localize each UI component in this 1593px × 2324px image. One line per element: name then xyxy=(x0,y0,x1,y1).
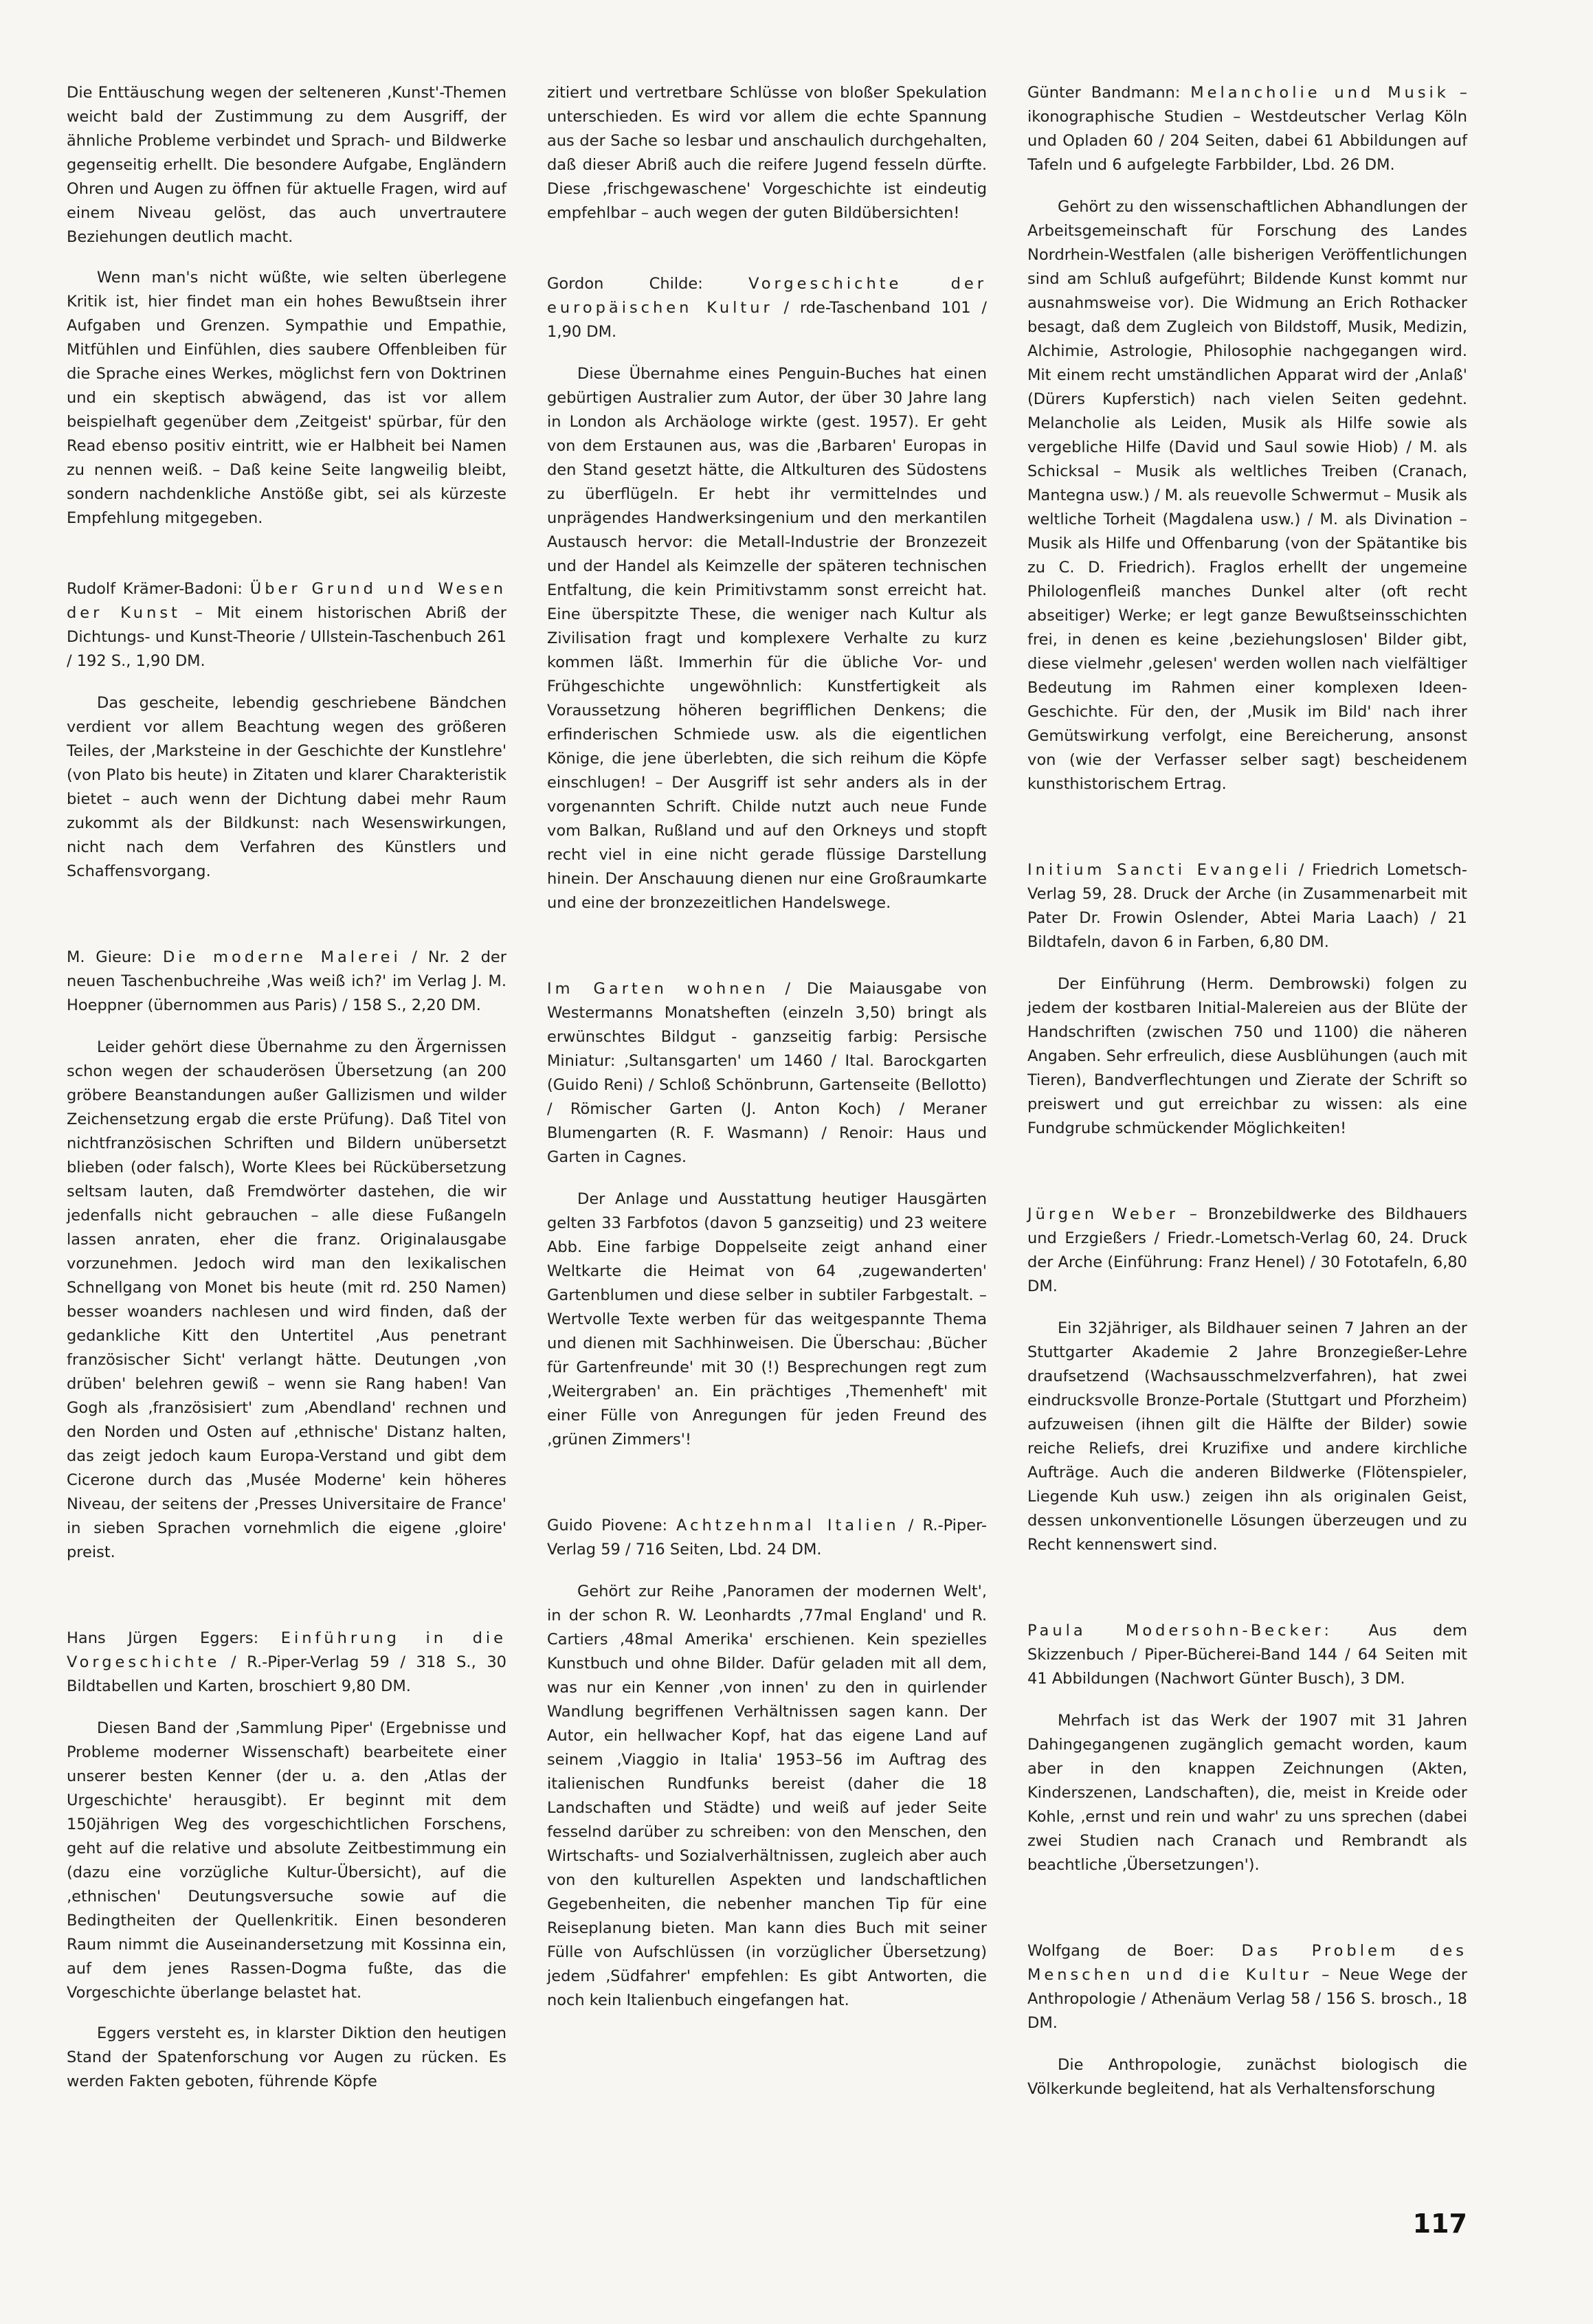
review-author: Günter Bandmann: xyxy=(1027,84,1181,102)
review-details: – ikonographische Studien – Westdeutscher Verlag Köln und Opladen 60 / 204 Seiten, dabei 61 Abbildungen auf Tafeln und 6 aufgelegte Farbbilder, Lbd. 26 DM. xyxy=(1027,84,1467,174)
review-title: Über Grund und Wesen der Kunst xyxy=(67,580,506,622)
review-kraemer-badoni xyxy=(67,577,506,884)
review-heading xyxy=(547,977,987,1170)
review-details: / R.-Piper-Verlag 59 / 318 S., 30 Bildtabellen und Karten, broschiert 9,80 DM. xyxy=(67,1653,506,1695)
review-title: Im Garten wohnen xyxy=(547,980,769,998)
review-details: / R.-Piper-Verlag 59 / 716 Seiten, Lbd. 24 DM. xyxy=(547,1517,987,1558)
paragraph: Der Anlage und Ausstattung heutiger Hausgärten gelten 33 Farbfotos (davon 5 ganzseitig) und 23 weitere Abb. Eine farbige Doppelseite zeigt anhand einer Weltkarte die Heimat von 64 ‚zugewanderten' Gartenblumen und diese selber in subtiler Farbgestalt. – Wertvolle Texte werben für das weitgespannte Thema und dienen mit Sachhinweisen. Die Überschau: ‚Bücher für Gartenfreunde' mit 30 (!) Besprechungen regt zum ‚Weitergraben' an. Ein prächtiges ‚Themenheft' mit einer Fülle von Anregungen für jeden Freund des ‚grünen Zimmers'! xyxy=(547,1190,987,1449)
review-title: Vorgeschichte der europäischen Kultur xyxy=(547,275,988,317)
paragraph: Ein 32jähriger, als Bildhauer seinen 7 Jahren an der Stuttgarter Akademie 2 Jahre Bronzegießer-Lehre draufsetzend (Wachsausschmelzverfahren), hat zwei eindrucksvolle Bronze-Portale (Stuttgart und Pforzheim) aufzuweisen (ihnen gilt die Hälfte der Bilder) sowie reiche Reliefs, drei Kruzifixe und andere kirchliche Aufträge. Auch die anderen Bildwerke (Flötenspieler, Liegende Kuh usw.) zeigen ihn als originalen Geist, dessen unkonventionelle Lösungen überzeugen und zu Recht kennenswert sind. xyxy=(1027,1319,1467,1554)
review-title: Melancholie und Musik xyxy=(1190,84,1449,102)
paragraph: zitiert und vertretbare Schlüsse von bloßer Spekulation unterschieden. Es wird vor allem die echte Spannung aus der Sache so lesbar und anschaulich durchgehalten, daß dieser Abriß auch die reifere Jugend fesseln dürfte. Diese ‚frischgewaschene' Vorgeschichte ist eindeutig empfehlbar – auch wegen der guten Bildübersichten! xyxy=(547,84,987,222)
review-heading xyxy=(1027,858,1467,954)
review-heading xyxy=(67,946,506,1018)
review-title: Jürgen Weber xyxy=(1027,1205,1179,1223)
paragraph: Das gescheite, lebendig geschriebene Bändchen verdient vor allem Beachtung wegen des größeren Teiles, der ‚Marksteine in der Geschichte der Kunstlehre' (von Plato bis heute) in Zitaten und klarer Charakteristik bietet – auch wenn der Dichtung dabei mehr Raum zukommt als der Bildkunst: nach Wesenswirkungen, nicht nach dem Verfahren des Künstlers und Schaffensvorgang. xyxy=(67,694,506,880)
review-continuation xyxy=(547,81,987,225)
review-gieure xyxy=(67,946,506,1565)
review-author: Gordon Childe: xyxy=(547,275,703,293)
paragraph: Wenn man's nicht wüßte, wie selten überlegene Kritik ist, hier findet man ein hohes Bewußtsein ihrer Aufgaben und Grenzen. Sympathie und Empathie, Mitfühlen und Einfühlen, dies saubere Offenbleiben für die Sprache eines Werkes, möglichst fern von Doktrinen und ein skeptisch abwägend, das ist vor allem beispielhaft gegenüber dem ‚Zeitgeist' spürbar, für den Read ebenso positiv eintritt, wie er Halbheit bei Namen zu nennen weiß. – Daß keine Seite langweilig bleibt, sondern nachdenkliche Anstöße gibt, sei als kürzeste Empfehlung mitgegeben. xyxy=(67,269,506,527)
review-modersohn-becker xyxy=(1027,1619,1467,1877)
review-title: Initium Sancti Evangeli xyxy=(1027,861,1291,879)
review-heading xyxy=(67,1627,506,1699)
page-number: 117 xyxy=(1412,2209,1467,2239)
review-author: Wolfgang de Boer: xyxy=(1027,1942,1214,1960)
review-details: – Bronzebildwerke des Bildhauers und Erzgießers / Friedr.-Lometsch-Verlag 60, 24. Druck der Arche (Einführung: Franz Henel) / 30 Fototafeln, 6,80 DM. xyxy=(1027,1205,1468,1295)
review-details: – Mit einem historischen Abriß der Dichtungs- und Kunst-Theorie / Ullstein-Taschenbuch 261 / 192 S., 1,90 DM. xyxy=(67,604,506,670)
review-de-boer xyxy=(1027,1939,1467,2101)
review-initium xyxy=(1027,858,1467,1141)
review-author: Guido Piovene: xyxy=(547,1517,668,1534)
review-heading xyxy=(547,1514,987,1562)
review-details: / Friedrich Lometsch-Verlag 59, 28. Druck der Arche (in Zusammenarbeit mit Pater Dr. Frowin Oslender, Abtei Maria Laach) / 21 Bildtafeln, davon 6 in Farben, 6,80 DM. xyxy=(1027,861,1467,951)
review-title: Paula Modersohn-Becker: xyxy=(1027,1622,1333,1640)
review-heading xyxy=(1027,1939,1467,2035)
paragraph: Mehrfach ist das Werk der 1907 mit 31 Jahren Dahingegangenen zugänglich gemacht worden, kaum aber in den knappen Zeichnungen (Akten, Kinderszenen, Landschaften), die, meist in Kreide oder Kohle, ‚ernst und rein und wahr' zu uns sprechen (dabei zwei Studien nach Cranach und Rembrandt als beachtliche ‚Übersetzungen'). xyxy=(1027,1712,1467,1874)
review-heading xyxy=(1027,81,1467,177)
review-piovene xyxy=(547,1514,987,2013)
review-weber xyxy=(1027,1203,1467,1557)
review-continuation xyxy=(67,81,506,530)
review-details: Aus dem Skizzenbuch / Piper-Bücherei-Band 144 / 64 Seiten mit 41 Abbildungen (Nachwort Günter Busch), 3 DM. xyxy=(1027,1622,1467,1688)
paragraph: Gehört zur Reihe ‚Panoramen der modernen Welt', in der schon R. W. Leonhardts ‚77mal England' und R. Cartiers ‚48mal Amerika' erschienen. Kein spezielles Kunstbuch und ohne Bilder. Dafür geladen mit all dem, was nur ein Kenner ‚von innen' zu den in quirlender Wandlung begriffenen Verhältnissen sagen kann. Der Autor, ein hellwacher Kopf, hat das eigene Land auf seinem ‚Viaggio in Italia' 1953–56 im Auftrag des italienischen Rundfunks bereist (daher die 18 Landschaften und Städte) und weiß auf jeder Seite fesselnd darüber zu schreiben: von den Menschen, den Wirtschafts- und Sozialverhältnissen, zugleich aber auch von den kulturellen Aspekten und landschaftlichen Gegebenheiten, die nebenher manchen Tip für eine Reiseplanung bieten. Man kann dies Buch mit seiner Fülle von Aufschlüssen (in vorzüglicher Übersetzung) jedem ‚Südfahrer' empfehlen: Es gibt Antworten, die noch kein Italienbuch eingefangen hat. xyxy=(547,1583,987,2009)
text-column-3 xyxy=(1027,81,1467,2163)
review-eggers xyxy=(67,1627,506,2094)
text-column-1 xyxy=(67,81,506,2156)
review-title: Das Problem des Menschen und die Kultur xyxy=(1027,1942,1468,1984)
text-column-2 xyxy=(547,81,987,2075)
review-details: / Die Maiausgabe von Westermanns Monatsheften (einzeln 3,50) bringt als erwünschtes Bildgut - ganzseitig farbig: Persische Miniatur: ‚Sultansgarten' um 1460 / Ital. Barockgarten (Guido Reni) / Schloß Schönbrunn, Gartenseite (Bellotto) / Römischer Garten (J. Anton Koch) / Meraner Blumengarten (R. F. Wasmann) / Renoir: Haus und Garten in Cagnes. xyxy=(547,980,987,1166)
paragraph: Die Enttäuschung wegen der selteneren ‚Kunst'-Themen weicht bald der Zustimmung zu dem Ausgriff, der ähnliche Probleme verbindet und Sprach- und Bildwerke gegenseitig erhellt. Die besondere Aufgabe, Engländern Ohren und Augen zu öffnen für aktuelle Fragen, wird auf einem Niveau gelöst, das auch unvertrautere Beziehungen deutlich macht. xyxy=(67,84,506,246)
review-title: Die moderne Malerei xyxy=(162,948,401,966)
review-details: – Neue Wege der Anthropologie / Athenäum Verlag 58 / 156 S. brosch., 18 DM. xyxy=(1027,1966,1467,2032)
paragraph: Der Einführung (Herm. Dembrowski) folgen zu jedem der kostbaren Initial-Malereien aus der Blüte der Handschriften (zwischen 750 und 1100) die näheren Angaben. Sehr erfreulich, diese Ausblühungen (auch mit Tieren), Bandverflechtungen und Zierate der Schrift so preiswert und gut erreichbar zu wissen: als eine Fundgrube schmückender Möglichkeiten! xyxy=(1027,975,1467,1137)
paragraph: Diesen Band der ‚Sammlung Piper' (Ergebnisse und Probleme moderner Wissenschaft) bearbeitete einer unserer besten Kenner (der u. a. den ‚Atlas der Urgeschichte' herausgibt). Er beginnt mit dem 150jährigen Weg des vorgeschichtlichen Forschens, geht auf die relative und absolute Zeitbestimmung ein (dazu eine vorzügliche Kultur-Übersicht), auf die ‚ethnischen' Deutungsversuche sowie auf die Bedingtheiten der Quellenkritik. Einen besonderen Raum nimmt die Auseinandersetzung mit Kossinna ein, auf dem jenes Rassen-Dogma fußte, das die Vorgeschichte überlange belastet hat. xyxy=(67,1719,506,2002)
review-heading xyxy=(1027,1619,1467,1691)
review-title: Einführung in die Vorgeschichte xyxy=(67,1629,506,1671)
review-childe xyxy=(547,272,987,915)
review-title: Achtzehnmal Italien xyxy=(676,1517,900,1534)
review-im-garten-wohnen xyxy=(547,977,987,1452)
paragraph: Gehört zu den wissenschaftlichen Abhandlungen der Arbeitsgemeinschaft für Forschung des Landes Nordrhein-Westfalen (alle bisherigen Veröffentlichungen sind am Schluß aufgeführt; Bildende Kunst kommt nur ausnahmsweise vor). Die Widmung an Erich Rothacker besagt, daß dem Zugleich von Bildstoff, Musik, Medizin, Alchimie, Astrologie, Philosophie nachgegangen wird. Mit einem recht umständlichen Apparat wird der ‚Anlaß' (Dürers Kupferstich) nach vielen Seiten gedehnt. Melancholie als Leiden, Musik als Hilfe sowie als vergebliche Hilfe (David und Saul sowie Hiob) / M. als Schicksal – Musik als weltliches Treiben (Cranach, Mantegna usw.) / M. als reuevolle Schwermut – Musik als weltliche Torheit (Magdalena usw.) / M. als Divination – Musik als Hilfe und Offenbarung (von der Spätantike bis zu C. D. Friedrich). Fraglos erhellt der ungemeine Philologenfleiß manches Dunkel alter (oft recht abseitiger) Werke; er legt ganze Bewußtseinsschichten frei, in denen es keine ‚beziehungslosen' Bilder gibt, diese vielmehr ‚gelesen' werden wollen nach vielfältiger Bedeutung im Rahmen einer komplexen Ideen-Geschichte. Für den, der ‚Musik im Bild' nach ihrer Gemütswirkung verfolgt, eine Bereicherung, ansonst von (wie der Verfasser selber sagt) bescheidenem kunsthistorischem Ertrag. xyxy=(1027,198,1467,793)
review-bandmann xyxy=(1027,81,1467,796)
review-heading xyxy=(547,272,987,344)
review-heading xyxy=(67,577,506,673)
review-author: Rudolf Krämer-Badoni: xyxy=(67,580,243,598)
review-details: / rde-Taschenband 101 / 1,90 DM. xyxy=(547,299,987,341)
paragraph: Die Anthropologie, zunächst biologisch die Völkerkunde begleitend, hat als Verhaltensforschung xyxy=(1027,2056,1467,2098)
review-author: M. Gieure: xyxy=(67,948,153,966)
review-details: / Nr. 2 der neuen Taschenbuchreihe ‚Was weiß ich?' im Verlag J. M. Hoeppner (übernommen aus Paris) / 158 S., 2,20 DM. xyxy=(67,948,506,1014)
paragraph: Leider gehört diese Übernahme zu den Ärgernissen schon wegen der schauderösen Übersetzung (an 200 gröbere Beanstandungen außer Gallizismen und wilder Zeichensetzung ergab die erste Prüfung). Daß Titel von nichtfranzösischen Schriften und Bildern unübersetzt blieben (oder falsch), Worte Klees bei Rückübersetzung seltsam lauten, daß Fremdwörter dastehen, die wir jedenfalls nicht gebrauchen – alle diese Fußangeln lassen anraten, eher die franz. Originalausgabe vorzunehmen. Jedoch wird man den lexikalischen Schnellgang von Monet bis heute (mit rd. 250 Namen) besser woanders nachlesen und wird finden, daß der gedankliche Kitt den Untertitel ‚Aus penetrant französischer Sicht' verlangt hätte. Deutungen ‚von drüben' belehren gewiß – wenn sie Rang haben! Van Gogh als ‚französisiert' zum ‚Abendland' rechnen und den Norden und Osten auf ‚ethnische' Distanz halten, das zeigt jedoch kaum Europa-Verstand und gibt dem Cicerone durch das ‚Musée Moderne' kein höheres Niveau, der seitens der ‚Presses Universitaire de France' in sieben Sprachen vornehmlich die eigene ‚gloire' preist. xyxy=(67,1038,506,1561)
review-heading xyxy=(1027,1203,1467,1299)
paragraph: Diese Übernahme eines Penguin-Buches hat einen gebürtigen Australier zum Autor, der über 30 Jahre lang in London als Archäologe wirkte (gest. 1957). Er geht von dem Erstaunen aus, was die ‚Barbaren' Europas in den Stand gesetzt hätte, die Altkulturen des Südostens zu überflügeln. Er hebt ihr vermittelndes und unprägendes Handwerksingenium und den merkantilen Austausch hervor: die Metall-Industrie der Bronzezeit und der Handel als Keimzelle der späteren technischen Entfaltung, die kein Primitivstamm sonst erreicht hat. Eine überspitzte These, die weniger nach Kultur als Zivilisation fragt und komplexere Verhalte zu kurz kommen läßt. Immerhin für die übliche Vor- und Frühgeschichte ungewöhnlich: Kunstfertigkeit als Voraussetzung höheren begrifflichen Denkens; die erfinderischen Schmiede usw. als die eigentlichen Könige, die jene überlebten, die sich reihum die Köpfe einschlugen! – Der Ausgriff ist sehr anders als in der vorgenannten Schrift. Childe nutzt auch neue Funde vom Balkan, Rußland und auf den Orkneys und stopft recht viel in eine nicht gerade flüssige Darstellung hinein. Der Anschauung dienen nur eine Großraumkarte und eine der bronzezeitlichen Handelswege. xyxy=(547,365,987,912)
paragraph: Eggers versteht es, in klarster Diktion den heutigen Stand der Spatenforschung vor Augen zu rücken. Es werden Fakten geboten, führende Köpfe xyxy=(67,2024,506,2090)
review-author: Hans Jürgen Eggers: xyxy=(67,1629,259,1647)
